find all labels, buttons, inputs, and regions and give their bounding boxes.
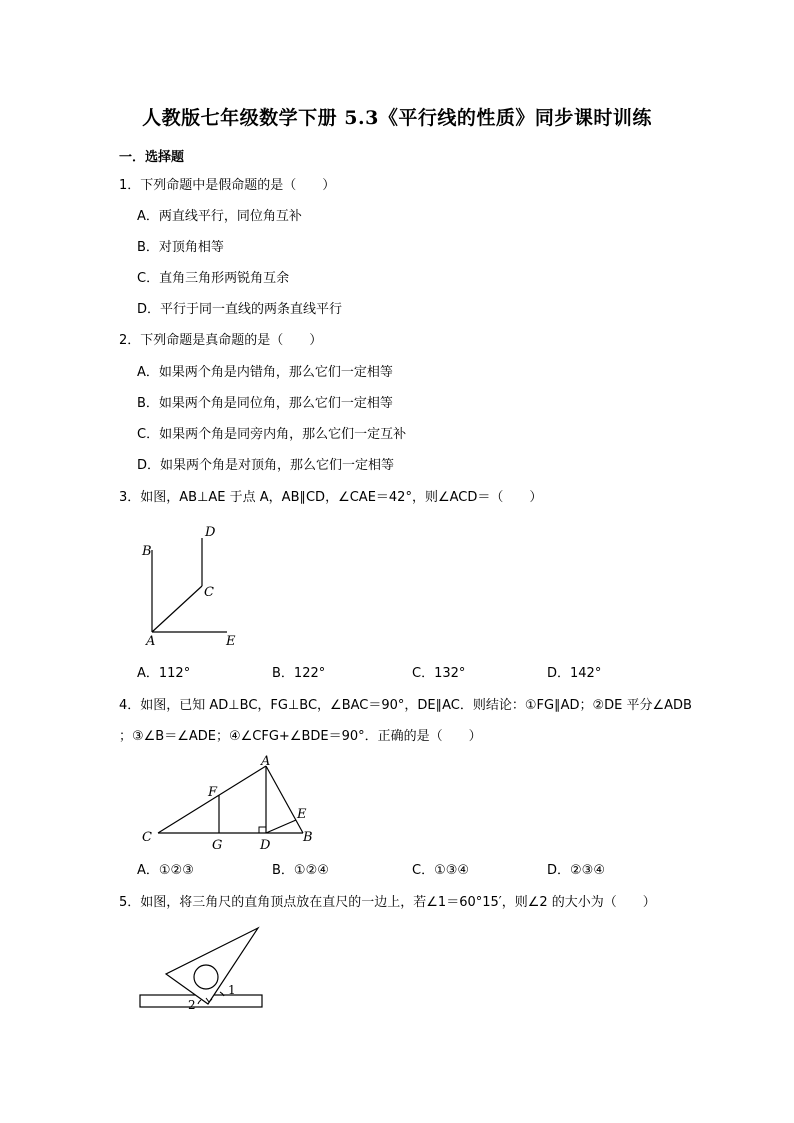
question-1-option-c: C．直角三角形两锐角互余 — [137, 271, 290, 286]
label-d: D — [205, 525, 216, 540]
section-heading: 一．选择题 — [119, 150, 185, 165]
question-2-option-b: B．如果两个角是同位角，那么它们一定相等 — [137, 396, 393, 411]
question-4-stem-line-2: ；③∠B＝∠ADE；④∠CFG+∠BDE＝90°．正确的是（ ） — [119, 729, 482, 744]
question-5-stem: 5．如图，将三角尺的直角顶点放在直尺的一边上，若∠1＝60°15′，则∠2 的大小为（ ） — [119, 895, 656, 910]
line-ab — [266, 766, 303, 833]
label-c: C — [204, 585, 214, 600]
question-3-stem: 3．如图，AB⊥AE 于点 A，AB∥CD，∠CAE＝42°，则∠ACD＝（ ） — [119, 490, 543, 505]
line-ac — [152, 586, 202, 632]
question-5-figure — [136, 924, 268, 1014]
question-1-stem: 1．下列命题中是假命题的是（ ） — [119, 178, 336, 193]
question-2-option-d: D．如果两个角是对顶角，那么它们一定相等 — [137, 458, 395, 473]
question-4-option-d: D．②③④ — [547, 863, 605, 878]
question-3-option-c: C．132° — [412, 666, 466, 681]
line-de — [266, 820, 296, 833]
page-title: 人教版七年级数学下册 5.3《平行线的性质》同步课时训练 — [142, 107, 652, 129]
label-angle-2: 2 — [188, 998, 196, 1012]
label-b: B — [303, 830, 313, 845]
question-4-option-b: B．①②④ — [272, 863, 329, 878]
label-d: D — [260, 838, 271, 853]
question-4-stem-line-1: 4．如图，已知 AD⊥BC，FG⊥BC，∠BAC＝90°，DE∥AC．则结论：①FG∥AD；②DE 平分∠ADB — [119, 698, 692, 713]
label-angle-1: 1 — [228, 983, 236, 997]
question-3-option-a: A．112° — [137, 666, 191, 681]
question-3-option-d: D．142° — [547, 666, 602, 681]
label-c: C — [142, 830, 152, 845]
right-angle-mark — [259, 827, 266, 833]
question-2-stem: 2．下列命题是真命题的是（ ） — [119, 333, 323, 348]
question-3-option-b: B．122° — [272, 666, 326, 681]
question-2-option-c: C．如果两个角是同旁内角，那么它们一定互补 — [137, 427, 407, 442]
label-b: B — [142, 544, 152, 559]
question-4-figure — [138, 754, 323, 854]
triangle-hole — [194, 965, 218, 989]
label-e: E — [297, 807, 307, 822]
question-1-option-d: D．平行于同一直线的两条直线平行 — [137, 302, 343, 317]
question-4-option-c: C．①③④ — [412, 863, 470, 878]
question-3-figure — [136, 520, 246, 650]
question-1-option-b: B．对顶角相等 — [137, 240, 224, 255]
label-a: A — [146, 634, 156, 649]
label-f: F — [208, 785, 218, 800]
question-4-option-a: A．①②③ — [137, 863, 194, 878]
question-1-option-a: A．两直线平行，同位角互补 — [137, 209, 302, 224]
label-a: A — [261, 754, 271, 769]
label-g: G — [212, 838, 223, 853]
label-e: E — [226, 634, 236, 649]
question-2-option-a: A．如果两个角是内错角，那么它们一定相等 — [137, 365, 393, 380]
